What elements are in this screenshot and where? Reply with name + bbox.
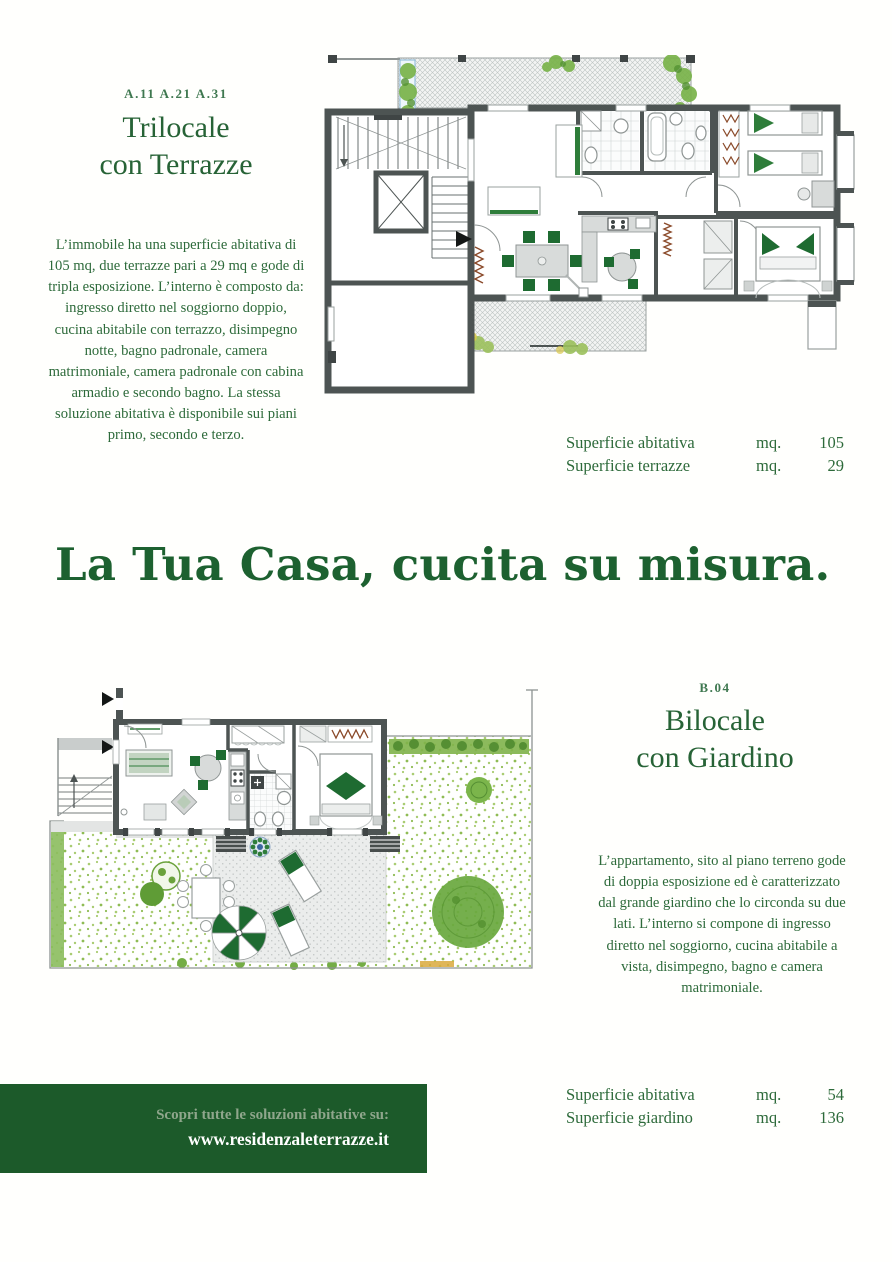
banner-website-url: www.residenzaleterrazze.it [188, 1129, 389, 1150]
cta-banner [0, 1084, 427, 1173]
bilocale-floorplan [32, 680, 547, 980]
surface-value: 29 [827, 456, 844, 475]
terrace-bottom [466, 301, 646, 355]
unit-b-title-line2: con Giardino [636, 740, 794, 774]
unit-a-title-line2: con Terrazze [99, 147, 253, 181]
desk [812, 181, 834, 207]
elevator [376, 173, 426, 231]
surface-label: Superficie abitativa [566, 433, 695, 452]
unit-a-code: A.11 A.21 A.31 [124, 86, 228, 101]
table-row [566, 454, 844, 477]
stairwell [328, 112, 471, 390]
table-row [566, 1083, 844, 1106]
page-headline: La Tua Casa, cucita su misura. [55, 538, 831, 591]
bathroom-2 [645, 111, 709, 170]
bathroom [581, 111, 639, 170]
surface-unit: mq. [756, 456, 782, 475]
unit-a-surface-table [566, 431, 844, 477]
tree [432, 876, 504, 948]
unit-b-title-line1: Bilocale [665, 704, 765, 737]
entrance-arrow-icon [102, 692, 114, 706]
surface-value: 136 [819, 1108, 844, 1127]
unit-b-title [580, 703, 850, 776]
unit-b-code: B.04 [699, 680, 731, 695]
surface-unit: mq. [756, 433, 782, 452]
closet [232, 726, 284, 745]
unit-a-description: L’immobile ha una superficie abitativa di 105 mq, due terrazze pari a 29 mq e gode di tripla esposizione. L’interno è composto da: ingresso diretto nel soggiorno doppio, cucina abitabile con terrazzo, disimpegno notte, bagno padronale, camera matrimoniale, camera padronale con cabina armadio e secondo bagno. La stessa soluzione abitativa è disponibile sui piani primo, secondo e terzo. [47, 237, 305, 444]
surface-label: Superficie terrazze [566, 456, 691, 475]
unit-a-title [41, 110, 311, 183]
surface-label: Superficie abitativa [566, 1085, 695, 1104]
unit-a-title-line1: Trilocale [122, 111, 230, 144]
surface-unit: mq. [756, 1085, 782, 1104]
trilocale-floorplan [320, 55, 862, 395]
walkway [51, 821, 113, 832]
unit-b-surface-table [566, 1083, 844, 1129]
banner-tagline: Scopri tutte le soluzioni abitative su: [156, 1107, 389, 1124]
sofa [126, 750, 172, 776]
table-row [566, 431, 844, 454]
parasol-icon [212, 906, 266, 960]
unit-b-description: L’appartamento, sito al piano terreno gode di doppia esposizione ed è caratterizzato dal grande giardino che lo circonda su due lati. L’interno si compone di ingresso diretto nel soggiorno, cucina abitabile a vista, disimpegno, bagno e camera matrimoniale. [598, 853, 846, 996]
table-row [566, 1106, 844, 1129]
tree [466, 777, 492, 803]
kitchen [229, 752, 246, 820]
planter [250, 837, 270, 857]
double-bed [310, 754, 382, 825]
surface-value: 54 [827, 1085, 844, 1104]
surface-unit: mq. [756, 1108, 782, 1127]
bush [140, 882, 164, 906]
surface-label: Superficie giardino [566, 1108, 693, 1127]
surface-value: 105 [819, 433, 844, 452]
